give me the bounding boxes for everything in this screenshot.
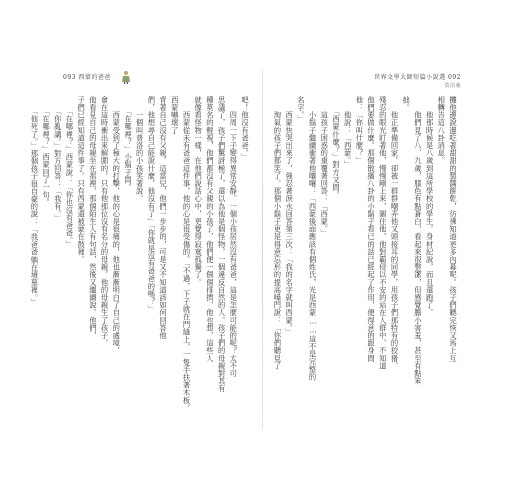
text-line: 小鬍子繼續衝著他嚷嚷：「西蒙後面應該有個姓氏，光是西蒙……這不是完整的: [308, 96, 318, 381]
text-line: 四周一下子變得異常安靜。一個小孩居然沒有爸爸，這是怎麼可能的呢？太不可: [229, 96, 239, 378]
text-line: 他那時候是八歲到這所學校的學生，身材紀說，而且還跑了。: [425, 96, 435, 317]
text-line: 「在哪裡？」西蒙說：「你也沒有爸爸。」: [65, 96, 75, 249]
left-page: [30, 70, 259, 430]
text-line: 就像看怪物一樣，在他們說話心中，更覺得寂寞孤獨了。: [194, 96, 204, 286]
right-page-text: [273, 96, 459, 416]
text-line: 他們要做什麼。那個散播八卦的小鬍子看已的話已經起了作用，便得意的跟身問: [367, 96, 377, 362]
text-line: 殘忍的眼光盯著他，慢慢剛上來，圍住他，他對霸侵以不安的站在人群中，不知道: [378, 96, 388, 370]
text-line: 種莫名的輕視，他們都沒有父親的小孩了，他們便一個個排擠，他也想，這些人: [205, 96, 215, 362]
text-line: 相轉告這八卦消息。: [437, 96, 447, 165]
text-line: 「你亂講。」對方回答：「我有。」: [53, 96, 63, 222]
text-line: 一個叫普洛的小孩笑著說。: [135, 96, 145, 203]
text-line: 拙。: [402, 96, 412, 112]
text-line: 「西蒙什麼？」對方又問。: [331, 96, 341, 199]
text-line: 「他死了。」那個孩子很自豪的說：「我爸爸躺在墳墓裡。」: [30, 96, 40, 306]
text-line: 攤他邊說邊吃著甜甜的製醬餅乾，彷彿知道更多內幕呢。孩子們聽完恢又馬上互: [449, 96, 458, 362]
girl-illustration-icon: [119, 70, 133, 84]
text-line: 「在哪裡？」小鬍子問。: [123, 96, 133, 192]
right-author-name: 莫泊桑: [444, 83, 461, 89]
page-gutter: [262, 70, 263, 430]
left-page-header: [63, 72, 111, 81]
text-line: 背著自己沒有父親。這當兒，他們一步步的，可是又不知道該如何回答他: [159, 96, 169, 340]
book-spread: [30, 70, 467, 430]
text-line: 思議了，孩子們驚訝極了，還以為他是個怪物，一個違反自然的人。孩子們的母親對其有: [217, 96, 227, 393]
text-line: 他看見自己的母親坐在那裡，那個陌生人有句話，然後又繼續說。他們，: [88, 96, 98, 340]
text-line: 他們見了八、九歲，膝色有點蒼白，看起來很整潔，但感覺膽小害羞，甚至有點笨: [413, 96, 423, 385]
text-line: 名字。」: [296, 96, 306, 123]
text-line: 吧！他沒有爸爸。」: [241, 96, 250, 161]
right-running-title: 世界文學大師短篇小說選: [374, 74, 446, 81]
text-line: 子們已經知道這件事了。只有西蒙還被蒙在鼓裡。: [77, 96, 87, 264]
left-page-text: [30, 96, 251, 416]
text-line: 他說：「西蒙。」: [343, 96, 353, 169]
text-line: 他：「你叫什麼？」: [355, 96, 365, 165]
text-line: 西蒙受到了極大的打擊，他的心是很痛的，他也漸漸明白了自己的處境，: [112, 96, 122, 355]
right-page-number: 092: [448, 74, 461, 81]
text-line: 他正準備回家，卻被一群群嘲弄他又頭接耳的同學，用孩子們那特有的狡猾、: [390, 96, 400, 370]
left-page-number: 093: [63, 74, 76, 81]
text-line: 這孩子困惑的重覆著回答：「西蒙。」: [320, 96, 330, 237]
left-running-title: 西蒙的爸爸: [78, 74, 111, 81]
text-line: 西蒙從未有爸爸這件事，他的心是很受傷的。「不過，下子就在門縫上，一隻手扶著木板，西蒙嚇壞了: [170, 96, 192, 412]
text-line: 們，他想尋自己能說什麼，他沒有了」「你就是沒有爸爸的嗎？」: [147, 96, 157, 313]
text-line: 西蒙快哭出來了，強忍著淚水回答第三次：「我的名字就叫西蒙。」: [285, 96, 295, 336]
text-line: 會在這時衝出來解圍的，只有他那位沒有名分的母親。他的母親生了孩子，: [100, 96, 110, 347]
right-page-header: [374, 72, 461, 89]
text-line: 「在哪裡？」西蒙回了一句。: [42, 96, 52, 207]
right-page: [265, 70, 467, 430]
text-line: 淘氣的孩子們都笑了。那個小鬍子更是得意忘形的提高嗓門說：「你們聽見了: [273, 96, 283, 370]
